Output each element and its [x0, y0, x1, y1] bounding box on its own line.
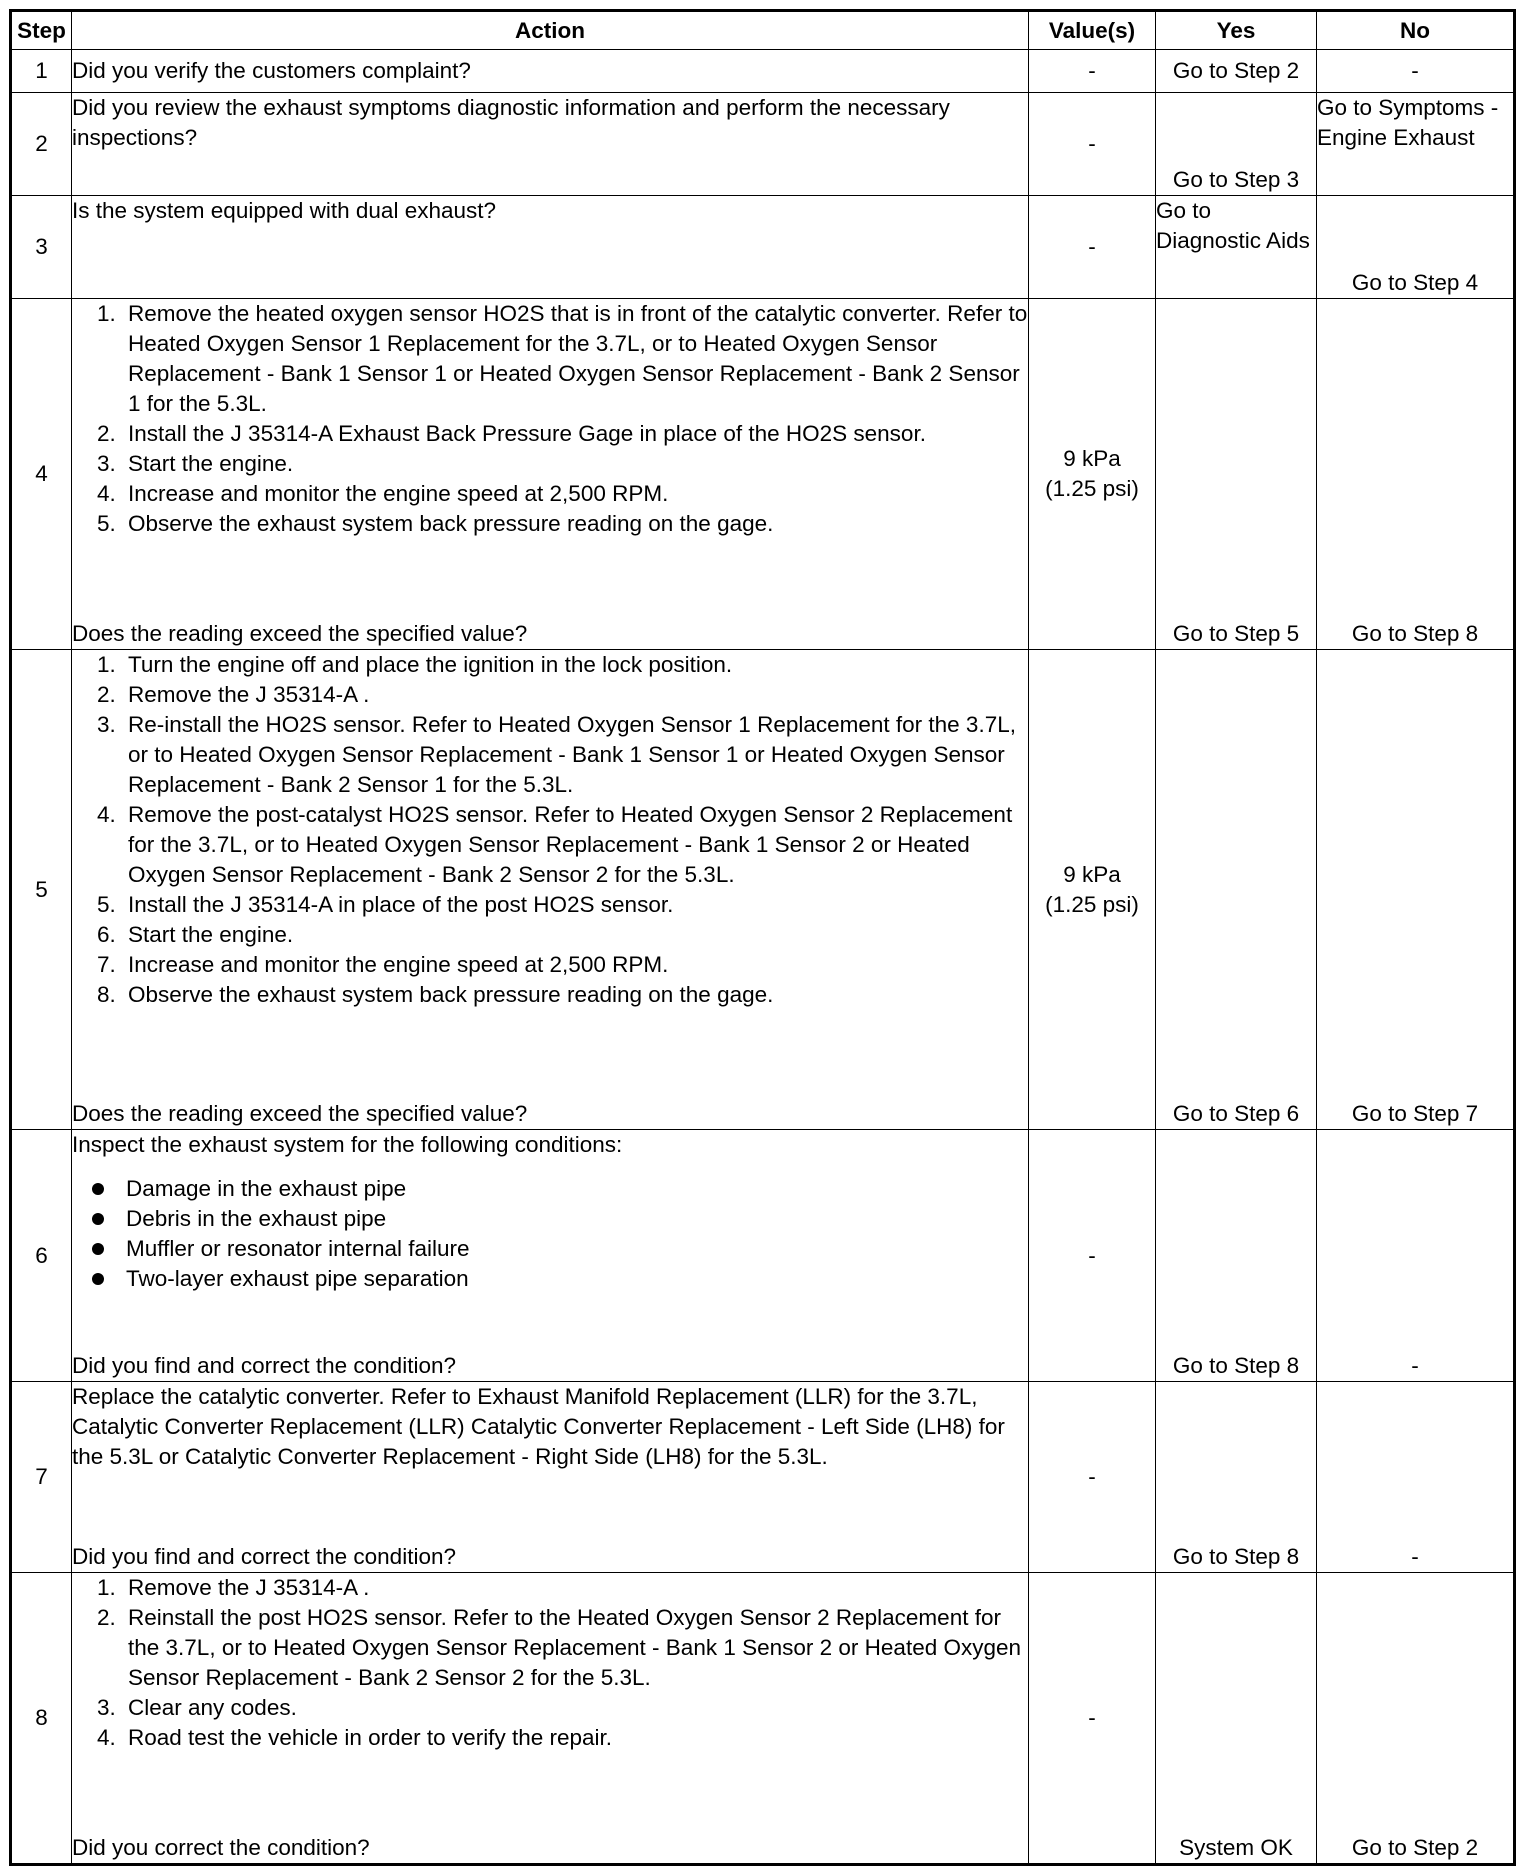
value-cell — [1029, 299, 1156, 650]
value-cell: - — [1029, 50, 1156, 93]
header-action: Action — [72, 11, 1029, 50]
value-psi: (1.25 psi) — [1045, 891, 1139, 917]
step-number: 1 — [11, 50, 72, 93]
procedure-list — [72, 650, 1028, 1010]
action-text: Did you review the exhaust symptoms diagnostic information and perform the necessary inspections? — [72, 93, 1029, 196]
question-text: Does the reading exceed the specified value? — [72, 621, 528, 646]
yes-cell: Go to Step 6 — [1156, 650, 1317, 1130]
procedure-item: 2. Remove the J 35314-A . — [122, 680, 1028, 710]
no-cell: - — [1317, 1130, 1515, 1382]
condition-item: Two-layer exhaust pipe separation — [122, 1264, 1028, 1294]
table-row — [11, 50, 1515, 93]
no-cell: Go to Step 2 — [1317, 1573, 1515, 1865]
action-cell — [72, 650, 1029, 1130]
procedure-item: 2. Reinstall the post HO2S sensor. Refer to the Heated Oxygen Sensor 2 Replacement for the 3.7L, or to Heated Oxygen Sensor Replacement - Bank 1 Sensor 2 or Heated Oxygen Sensor Replacement - Bank 2 Sensor 2 for the 5.3L. — [122, 1603, 1028, 1693]
yes-cell: Go to Diagnostic Aids — [1156, 196, 1317, 299]
table-row — [11, 93, 1515, 196]
condition-item: Damage in the exhaust pipe — [122, 1174, 1028, 1204]
step-number: 8 — [11, 1573, 72, 1865]
procedure-item: 3. Clear any codes. — [122, 1693, 1028, 1723]
no-cell: - — [1317, 50, 1515, 93]
action-text: Did you verify the customers complaint? — [72, 50, 1029, 93]
procedure-item: 3. Re-install the HO2S sensor. Refer to Heated Oxygen Sensor 1 Replacement for the 3.7L, or to Heated Oxygen Sensor Replacement - Bank 1 Sensor 1 or Heated Oxygen Sensor Replacement - Bank 2 Sensor 1 for the 5.3L. — [122, 710, 1028, 800]
action-cell — [72, 1573, 1029, 1865]
table-row — [11, 1382, 1515, 1573]
intro-text: Replace the catalytic converter. Refer to Exhaust Manifold Replacement (LLR) for the 3.7L, Catalytic Converter Replacement (LLR) Catalytic Converter Replacement - Left Side (LH8) for the 5.3L or Catalytic Converter Replacement - Right Side (LH8) for the 5.3L. — [72, 1384, 1005, 1469]
action-cell — [72, 299, 1029, 650]
value-cell: - — [1029, 196, 1156, 299]
procedure-item: 1. Remove the heated oxygen sensor HO2S that is in front of the catalytic converter. Refer to Heated Oxygen Sensor 1 Replacement for the 3.7L, or to Heated Oxygen Sensor Replacement - Bank 1 Sensor 1 or Heated Oxygen Sensor Replacement - Bank 2 Sensor 1 for the 5.3L. — [122, 299, 1028, 419]
table-row — [11, 1130, 1515, 1382]
value-cell: - — [1029, 1382, 1156, 1573]
yes-cell: Go to Step 5 — [1156, 299, 1317, 650]
table-row — [11, 1573, 1515, 1865]
procedure-item: 7. Increase and monitor the engine speed at 2,500 RPM. — [122, 950, 1028, 980]
procedure-item: 1. Remove the J 35314-A . — [122, 1573, 1028, 1603]
header-values: Value(s) — [1029, 11, 1156, 50]
step-number: 7 — [11, 1382, 72, 1573]
value-psi: (1.25 psi) — [1045, 476, 1139, 501]
yes-cell: System OK — [1156, 1573, 1317, 1865]
question-text: Did you correct the condition? — [72, 1835, 370, 1860]
procedure-item: 5. Install the J 35314-A in place of the post HO2S sensor. — [122, 890, 1028, 920]
step-number: 3 — [11, 196, 72, 299]
table-row — [11, 650, 1515, 1130]
step-number: 6 — [11, 1130, 72, 1382]
action-cell — [72, 1130, 1029, 1382]
diagnostic-table — [9, 9, 1516, 1866]
value-cell — [1029, 650, 1156, 1130]
procedure-item: 4. Remove the post-catalyst HO2S sensor. Refer to Heated Oxygen Sensor 2 Replacement for the 3.7L, or to Heated Oxygen Sensor Replacement - Bank 1 Sensor 2 or Heated Oxygen Sensor Replacement - Bank 2 Sensor 2 for the 5.3L. — [122, 800, 1028, 890]
procedure-item: 8. Observe the exhaust system back pressure reading on the gage. — [122, 980, 1028, 1010]
step-number: 4 — [11, 299, 72, 650]
question-text: Does the reading exceed the specified value? — [72, 1101, 528, 1126]
action-cell — [72, 1382, 1029, 1573]
value-cell: - — [1029, 93, 1156, 196]
yes-cell: Go to Step 2 — [1156, 50, 1317, 93]
no-cell: Go to Step 4 — [1317, 196, 1515, 299]
procedure-item: 3. Start the engine. — [122, 449, 1028, 479]
question-text: Did you find and correct the condition? — [72, 1353, 456, 1378]
no-cell: Go to Symptoms - Engine Exhaust — [1317, 93, 1515, 196]
value-kpa: 9 kPa — [1063, 861, 1121, 887]
header-step: Step — [11, 11, 72, 50]
condition-item: Muffler or resonator internal failure — [122, 1234, 1028, 1264]
procedure-item: 6. Start the engine. — [122, 920, 1028, 950]
procedure-list — [72, 1573, 1028, 1753]
condition-list — [72, 1174, 1028, 1294]
procedure-item: 4. Road test the vehicle in order to verify the repair. — [122, 1723, 1028, 1753]
action-text: Is the system equipped with dual exhaust? — [72, 196, 1029, 299]
no-cell: Go to Step 8 — [1317, 299, 1515, 650]
step-number: 2 — [11, 93, 72, 196]
header-row — [11, 11, 1515, 50]
condition-item: Debris in the exhaust pipe — [122, 1204, 1028, 1234]
procedure-item: 1. Turn the engine off and place the ignition in the lock position. — [122, 650, 1028, 680]
procedure-item: 4. Increase and monitor the engine speed at 2,500 RPM. — [122, 479, 1028, 509]
yes-cell: Go to Step 3 — [1156, 93, 1317, 196]
no-cell: - — [1317, 1382, 1515, 1573]
value-cell: - — [1029, 1130, 1156, 1382]
value-kpa: 9 kPa — [1063, 446, 1121, 471]
procedure-item: 2. Install the J 35314-A Exhaust Back Pressure Gage in place of the HO2S sensor. — [122, 419, 1028, 449]
step-number: 5 — [11, 650, 72, 1130]
header-no: No — [1317, 11, 1515, 50]
yes-cell: Go to Step 8 — [1156, 1382, 1317, 1573]
question-text: Did you find and correct the condition? — [72, 1544, 456, 1569]
header-yes: Yes — [1156, 11, 1317, 50]
no-cell: Go to Step 7 — [1317, 650, 1515, 1130]
intro-text: Inspect the exhaust system for the following conditions: — [72, 1132, 623, 1157]
procedure-list — [72, 299, 1028, 539]
procedure-item: 5. Observe the exhaust system back pressure reading on the gage. — [122, 509, 1028, 539]
value-cell: - — [1029, 1573, 1156, 1865]
yes-cell: Go to Step 8 — [1156, 1130, 1317, 1382]
table-row — [11, 299, 1515, 650]
table-row — [11, 196, 1515, 299]
